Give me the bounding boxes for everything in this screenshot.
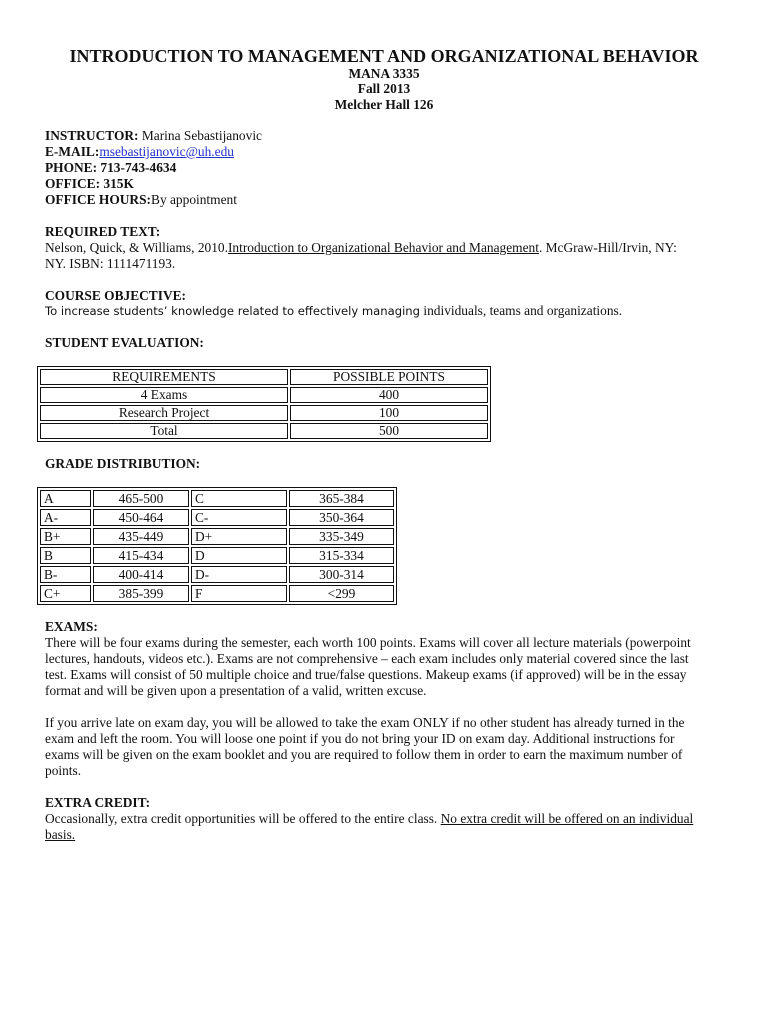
paragraph-line: format and will be given upon a presentation of a valid, written excuse. bbox=[45, 683, 427, 698]
grade-letter-cell: A bbox=[40, 490, 91, 507]
extra-credit-text: Occasionally, extra credit opportunities will be offered to the entire class. bbox=[45, 811, 441, 826]
table-cell: 400 bbox=[290, 387, 488, 403]
email-link[interactable]: msebastijanovic@uh.edu bbox=[99, 144, 234, 159]
paragraph-line: exams will be given on the exam booklet and you are required to follow them in order to earn the maximum number of bbox=[45, 747, 683, 762]
table-row bbox=[40, 547, 394, 564]
grade-range-cell: <299 bbox=[289, 585, 394, 602]
email-line bbox=[45, 144, 234, 160]
course-objective-heading: COURSE OBJECTIVE: bbox=[45, 288, 187, 303]
exams-paragraph-1 bbox=[45, 635, 725, 699]
instructor-label: INSTRUCTOR: bbox=[45, 128, 139, 143]
paragraph-line: test. Exams will consist of 50 multiple choice and true/false questions. Makeup exams (if approved) will be in the essay bbox=[45, 667, 687, 682]
required-text-book-title: Introduction to Organizational Behavior and Management bbox=[227, 240, 539, 255]
course-objective-text-part1: To increase students’ knowledge related to effectively managing bbox=[45, 304, 421, 318]
grade-range-cell: 450-464 bbox=[93, 509, 189, 526]
office-hours-line bbox=[45, 192, 237, 208]
table-row bbox=[40, 405, 488, 421]
grade-letter-cell: C+ bbox=[40, 585, 91, 602]
grade-letter-cell: F bbox=[191, 585, 287, 602]
grade-distribution-table bbox=[37, 487, 397, 605]
course-term: Fall 2013 bbox=[357, 81, 411, 96]
table-cell: 100 bbox=[290, 405, 488, 421]
table-header-cell: POSSIBLE POINTS bbox=[290, 369, 488, 385]
grade-letter-cell: B- bbox=[40, 566, 91, 583]
required-text-heading: REQUIRED TEXT: bbox=[45, 224, 161, 239]
instructor-name: Marina Sebastijanovic bbox=[141, 128, 262, 143]
table-cell: 500 bbox=[290, 423, 488, 439]
grade-distribution-heading: GRADE DISTRIBUTION: bbox=[45, 456, 201, 471]
table-row bbox=[40, 585, 394, 602]
extra-credit-policy-continued: basis. bbox=[45, 827, 76, 842]
grade-range-cell: 365-384 bbox=[289, 490, 394, 507]
grade-letter-cell: B+ bbox=[40, 528, 91, 545]
grade-letter-cell: D bbox=[191, 547, 287, 564]
course-objective-text bbox=[45, 303, 622, 319]
grade-letter-cell: C- bbox=[191, 509, 287, 526]
required-text-line1 bbox=[45, 240, 677, 256]
grade-range-cell: 415-434 bbox=[93, 547, 189, 564]
instructor-line bbox=[45, 128, 262, 144]
grade-range-cell: 315-334 bbox=[289, 547, 394, 564]
table-cell: Total bbox=[40, 423, 288, 439]
document-title: INTRODUCTION TO MANAGEMENT AND ORGANIZATIONAL BEHAVIOR bbox=[69, 46, 699, 66]
table-row bbox=[40, 528, 394, 545]
table-row bbox=[40, 387, 488, 403]
exams-paragraph-2 bbox=[45, 715, 725, 779]
table-header-cell: REQUIREMENTS bbox=[40, 369, 288, 385]
office-hours-label: OFFICE HOURS: bbox=[45, 192, 152, 207]
grade-range-cell: 465-500 bbox=[93, 490, 189, 507]
phone-line: PHONE: 713-743-4634 bbox=[45, 160, 177, 175]
grade-range-cell: 300-314 bbox=[289, 566, 394, 583]
exams-heading: EXAMS: bbox=[45, 619, 98, 634]
course-objective-text-part2: individuals, teams and organizations. bbox=[420, 303, 623, 318]
paragraph-line: lectures, handouts, videos etc.). Exams are not comprehensive – each exam includes only material covered since the last bbox=[45, 651, 689, 666]
paragraph-line: If you arrive late on exam day, you will be allowed to take the exam ONLY if no other student has already turned in the bbox=[45, 715, 685, 730]
office-line: OFFICE: 315K bbox=[45, 176, 134, 191]
grade-letter-cell: A- bbox=[40, 509, 91, 526]
required-text-publisher: . McGraw-Hill/Irvin, NY: bbox=[538, 240, 677, 255]
extra-credit-paragraph bbox=[45, 811, 725, 843]
grade-letter-cell: D+ bbox=[191, 528, 287, 545]
grade-letter-cell: D- bbox=[191, 566, 287, 583]
extra-credit-policy: No extra credit will be offered on an individual bbox=[440, 811, 694, 826]
extra-credit-heading: EXTRA CREDIT: bbox=[45, 795, 151, 810]
table-cell: Research Project bbox=[40, 405, 288, 421]
required-text-line2: NY. ISBN: 1111471193. bbox=[45, 256, 176, 271]
paragraph-line: points. bbox=[45, 763, 82, 778]
grade-range-cell: 335-349 bbox=[289, 528, 394, 545]
paragraph-line: exam and left the room. You will loose one point if you do not bring your ID on exam day. Additional instructions for bbox=[45, 731, 675, 746]
table-row bbox=[40, 423, 488, 439]
table-row bbox=[40, 509, 394, 526]
course-code: MANA 3335 bbox=[348, 66, 420, 81]
grade-letter-cell: B bbox=[40, 547, 91, 564]
email-label: E-MAIL: bbox=[45, 144, 100, 159]
paragraph-line: There will be four exams during the semester, each worth 100 points. Exams will cover all lecture materials (powerpoint bbox=[45, 635, 691, 650]
grade-range-cell: 400-414 bbox=[93, 566, 189, 583]
grade-range-cell: 385-399 bbox=[93, 585, 189, 602]
office-hours-value: By appointment bbox=[151, 192, 237, 207]
paragraph-line bbox=[45, 827, 725, 843]
student-evaluation-heading: STUDENT EVALUATION: bbox=[45, 335, 204, 350]
paragraph-line bbox=[45, 811, 725, 827]
course-room: Melcher Hall 126 bbox=[334, 97, 434, 112]
table-row bbox=[40, 490, 394, 507]
table-row bbox=[40, 566, 394, 583]
grade-letter-cell: C bbox=[191, 490, 287, 507]
grade-range-cell: 435-449 bbox=[93, 528, 189, 545]
required-text-authors: Nelson, Quick, & Williams, 2010. bbox=[45, 240, 228, 255]
table-header-row bbox=[40, 369, 488, 385]
evaluation-table bbox=[37, 366, 491, 442]
grade-range-cell: 350-364 bbox=[289, 509, 394, 526]
table-cell: 4 Exams bbox=[40, 387, 288, 403]
